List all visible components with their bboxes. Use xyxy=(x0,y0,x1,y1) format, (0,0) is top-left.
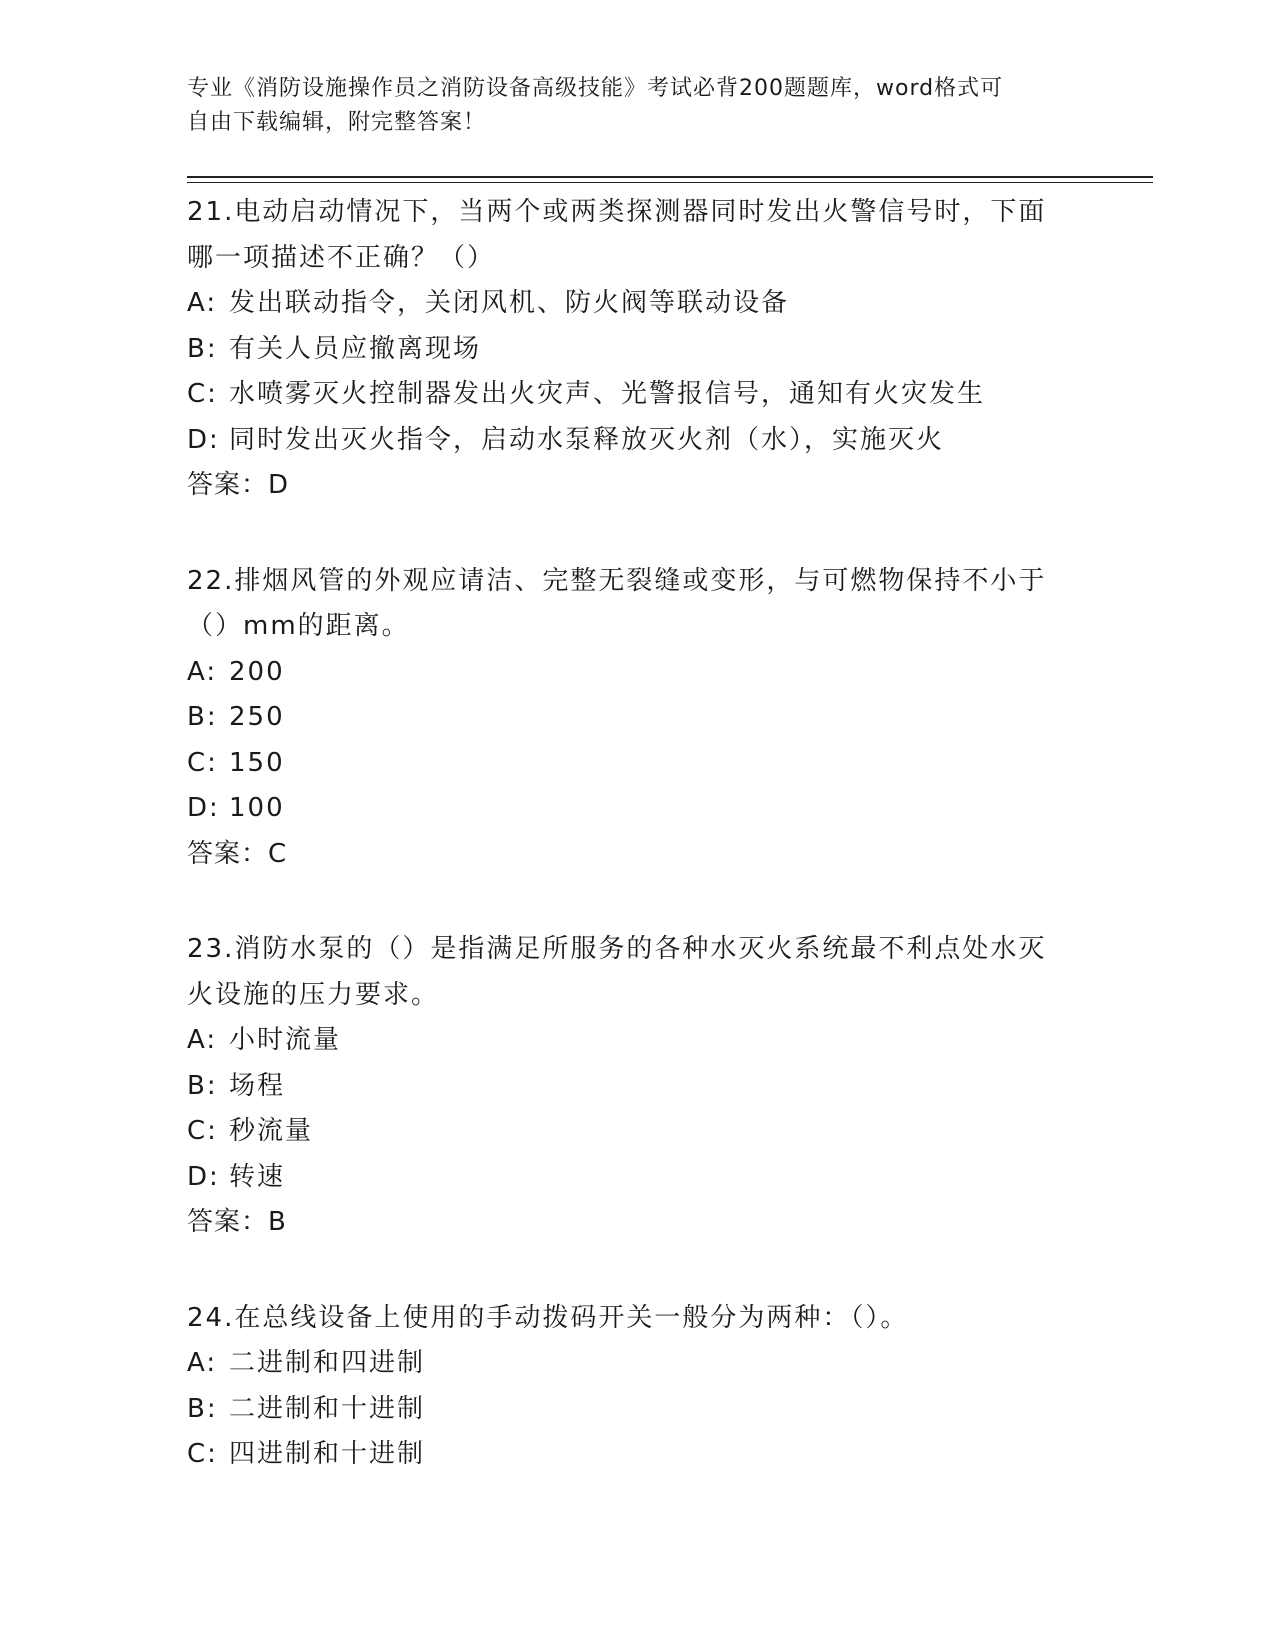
option-label: D: xyxy=(187,793,220,823)
option-text: 水喷雾灭火控制器发出火灾声、光警报信号，通知有火灾发生 xyxy=(229,379,986,409)
option-text: 同时发出灭火指令，启动水泵释放灭火剂（水），实施灭火 xyxy=(229,424,945,455)
option-label: A: xyxy=(187,656,218,687)
answer-line: 答案：C xyxy=(187,838,288,869)
header-line-1: 专业《消防设施操作员之消防设备高级技能》考试必背200题题库，word格式可 xyxy=(187,76,1004,101)
option-d xyxy=(187,786,1087,832)
question-stem-line: （）mm的距离。 xyxy=(187,611,410,641)
option-c xyxy=(187,372,1087,418)
option-text: 有关人员应撤离现场 xyxy=(229,333,482,364)
option-label: C: xyxy=(187,379,218,409)
option-label: A: xyxy=(187,1348,218,1378)
header-line-2: 自由下载编辑，附完整答案！ xyxy=(187,110,487,135)
header-rule-thick xyxy=(187,176,1153,178)
header-rule-thin xyxy=(187,182,1153,183)
option-text: 秒流量 xyxy=(229,1116,314,1146)
option-label: C: xyxy=(187,1116,218,1146)
option-b xyxy=(187,695,1087,741)
option-a xyxy=(187,1341,1087,1387)
option-label: A: xyxy=(187,1025,218,1055)
option-label: C: xyxy=(187,747,218,778)
document-header xyxy=(187,72,1067,140)
question-stem-line: 22.排烟风管的外观应请洁、完整无裂缝或变形，与可燃物保持不小于 xyxy=(187,565,1047,596)
option-text: 二进制和十进制 xyxy=(229,1393,426,1424)
question-24 xyxy=(187,1296,1087,1478)
option-label: A: xyxy=(187,288,218,318)
option-b xyxy=(187,1387,1087,1433)
option-text: 100 xyxy=(229,793,285,823)
option-d xyxy=(187,418,1087,464)
option-b xyxy=(187,1064,1087,1110)
option-label: B: xyxy=(187,1393,218,1424)
option-c xyxy=(187,1109,1087,1155)
question-23 xyxy=(187,927,1087,1246)
option-a xyxy=(187,1018,1087,1064)
option-label: B: xyxy=(187,702,218,732)
option-label: B: xyxy=(187,1070,218,1101)
option-text: 二进制和四进制 xyxy=(229,1348,426,1378)
option-a xyxy=(187,281,1087,327)
option-label: D: xyxy=(187,424,220,455)
answer-line: 答案：B xyxy=(187,1207,287,1237)
option-text: 场程 xyxy=(229,1070,286,1101)
option-text: 小时流量 xyxy=(229,1025,342,1055)
option-text: 发出联动指令，关闭风机、防火阀等联动设备 xyxy=(229,288,790,318)
option-label: B: xyxy=(187,333,218,364)
answer-line: 答案：D xyxy=(187,470,290,500)
option-text: 转速 xyxy=(229,1161,286,1192)
option-c xyxy=(187,1432,1087,1478)
option-label: C: xyxy=(187,1439,218,1469)
question-stem-line: 21.电动启动情况下，当两个或两类探测器同时发出火警信号时，下面 xyxy=(187,197,1047,227)
option-text: 200 xyxy=(229,656,285,687)
option-a xyxy=(187,650,1087,696)
question-stem-line: 火设施的压力要求。 xyxy=(187,979,440,1010)
question-list xyxy=(187,190,1087,1528)
option-text: 四进制和十进制 xyxy=(229,1439,426,1469)
question-stem-line: 23.消防水泵的（）是指满足所服务的各种水灭火系统最不利点处水灭 xyxy=(187,934,1047,964)
question-stem-line: 24.在总线设备上使用的手动拨码开关一般分为两种：（）。 xyxy=(187,1302,909,1333)
question-stem-line: 哪一项描述不正确？（） xyxy=(187,242,496,273)
option-text: 250 xyxy=(229,702,285,732)
option-b xyxy=(187,327,1087,373)
question-21 xyxy=(187,190,1087,509)
option-text: 150 xyxy=(229,747,285,778)
option-label: D: xyxy=(187,1161,220,1192)
option-d xyxy=(187,1155,1087,1201)
question-22 xyxy=(187,559,1087,878)
option-c xyxy=(187,741,1087,787)
